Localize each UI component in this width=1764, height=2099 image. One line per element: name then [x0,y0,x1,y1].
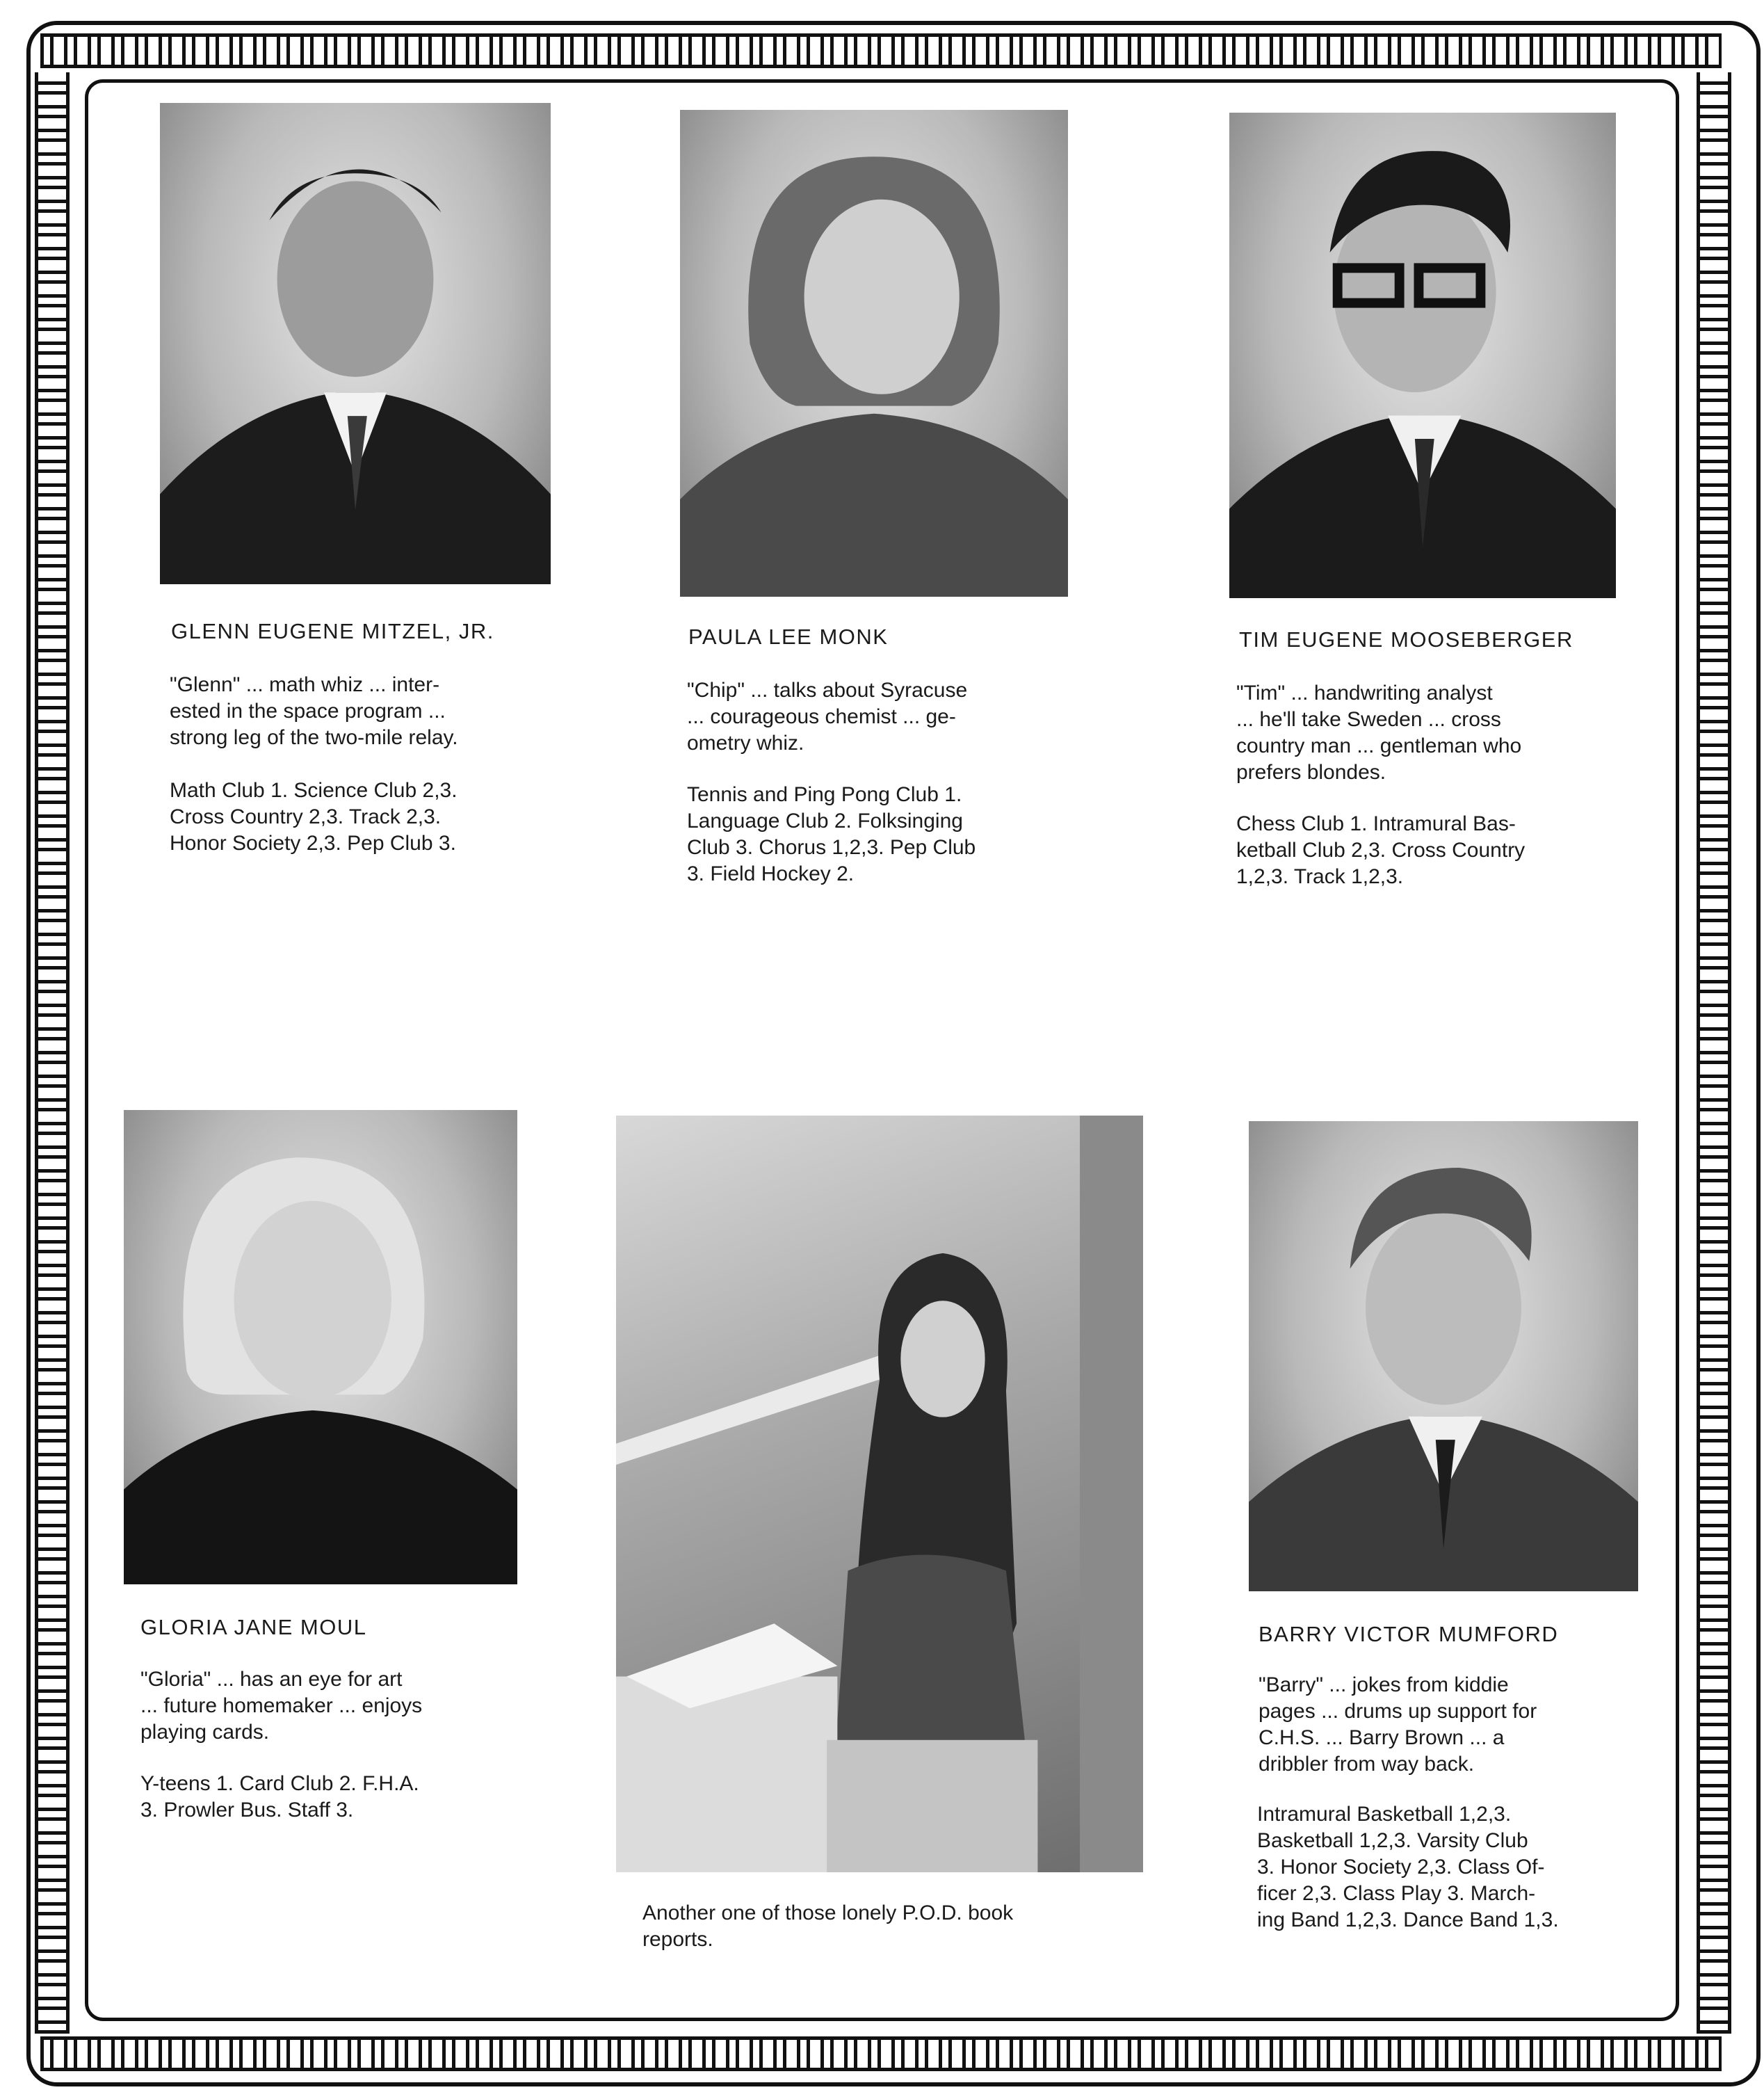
greek-key-border-bottom [40,2036,1722,2071]
student-description: "Tim" ... handwriting analyst ... he'll take Sweden ... cross country man ... gentleman who prefers blondes. [1236,682,1522,784]
portrait-photo-gloria [124,1110,517,1584]
student-description: "Chip" ... talks about Syracuse ... courageous chemist ... ge- ometry whiz. [687,679,968,755]
greek-key-border-top [40,33,1722,68]
candid-photo [616,1116,1143,1872]
student-activities: Tennis and Ping Pong Club 1. Language Club 2. Folksinging Club 3. Chorus 1,2,3. Pep Club 3. Field Hockey 2. [687,783,976,885]
student-name: GLORIA JANE MOUL [140,1615,367,1639]
portrait-photo-tim [1229,113,1616,598]
greek-key-border-right [1697,72,1731,2034]
portrait-photo-glenn [160,103,551,584]
student-name: BARRY VICTOR MUMFORD [1259,1622,1559,1646]
greek-key-border-left [35,72,70,2034]
student-description: "Gloria" ... has an eye for art ... future homemaker ... enjoys playing cards. [140,1668,423,1744]
student-name: GLENN EUGENE MITZEL, JR. [171,619,494,643]
student-description: "Barry" ... jokes from kiddie pages ... drums up support for C.H.S. ... Barry Brown ... a dribbler from way back. [1259,1673,1537,1776]
student-name: PAULA LEE MONK [688,625,889,649]
portrait-photo-paula [680,110,1068,597]
student-activities: Chess Club 1. Intramural Bas- ketball Club 2,3. Cross Country 1,2,3. Track 1,2,3. [1236,812,1526,888]
student-activities: Y-teens 1. Card Club 2. F.H.A. 3. Prowler Bus. Staff 3. [140,1772,419,1821]
student-activities: Intramural Basketball 1,2,3. Basketball 1,2,3. Varsity Club 3. Honor Society 2,3. Class Of- ficer 2,3. Class Play 3. March- ing Band 1,2,3. Dance Band 1,3. [1257,1803,1559,1931]
candid-photo-caption: Another one of those lonely P.O.D. book reports. [642,1901,1014,1951]
student-name: TIM EUGENE MOOSEBERGER [1239,627,1573,652]
portrait-photo-barry [1249,1121,1638,1591]
student-description: "Glenn" ... math whiz ... inter- ested in the space program ... strong leg of the two-mile relay. [170,673,458,749]
student-activities: Math Club 1. Science Club 2,3. Cross Country 2,3. Track 2,3. Honor Society 2,3. Pep Club 3. [170,779,458,855]
